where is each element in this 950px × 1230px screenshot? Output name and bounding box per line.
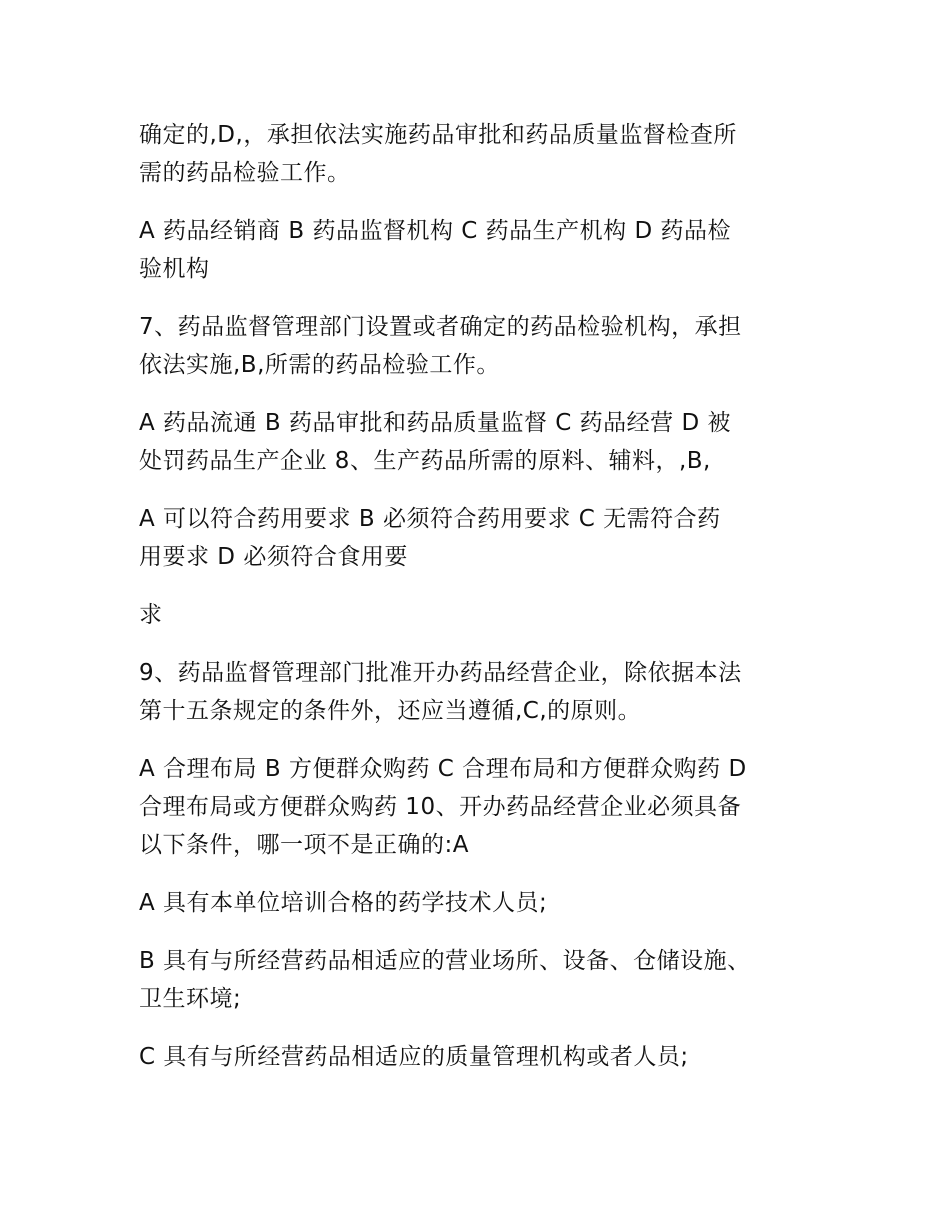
text-line: 以下条件，哪一项不是正确的:A <box>139 832 469 858</box>
paragraph-q9-stem <box>139 654 819 730</box>
paragraph-q10-option-c <box>139 1038 819 1076</box>
paragraph-q9-options-q10-stem <box>139 750 819 864</box>
paragraph-q6-options <box>139 212 819 288</box>
document-page <box>139 116 819 1096</box>
text-line: 7、药品监督管理部门设置或者确定的药品检验机构，承担 <box>139 314 742 340</box>
paragraph-q8-options-tail <box>139 596 819 634</box>
text-line: 处罚药品生产企业 8、生产药品所需的原料、辅料，,B, <box>139 448 711 474</box>
text-line: C 具有与所经营药品相适应的质量管理机构或者人员; <box>139 1044 689 1070</box>
text-line: 9、药品监督管理部门批准开办药品经营企业，除依据本法 <box>139 660 742 686</box>
text-line: 验机构 <box>139 256 210 282</box>
text-line: A 可以符合药用要求 B 必须符合药用要求 C 无需符合药 <box>139 506 721 532</box>
text-line: A 具有本单位培训合格的药学技术人员; <box>139 890 548 916</box>
paragraph-q7-stem <box>139 308 819 384</box>
text-line: 确定的,D,，承担依法实施药品审批和药品质量监督检查所 <box>139 122 737 148</box>
paragraph-q8-options <box>139 500 819 576</box>
text-line: A 药品经销商 B 药品监督机构 C 药品生产机构 D 药品检 <box>139 218 731 244</box>
text-line: 合理布局或方便群众购药 10、开办药品经营企业必须具备 <box>139 794 742 820</box>
text-line: A 合理布局 B 方便群众购药 C 合理布局和方便群众购药 D <box>139 756 747 782</box>
paragraph-q10-option-a <box>139 884 819 922</box>
text-line: A 药品流通 B 药品审批和药品质量监督 C 药品经营 D 被 <box>139 410 731 436</box>
paragraph-q7-options-q8-stem <box>139 404 819 480</box>
paragraph-q10-option-b <box>139 942 819 1018</box>
text-line: 第十五条规定的条件外，还应当遵循,C,的原则。 <box>139 698 642 724</box>
text-line: 卫生环境; <box>139 986 242 1012</box>
text-line: 依法实施,B,所需的药品检验工作。 <box>139 352 500 378</box>
text-line: 需的药品检验工作。 <box>139 160 351 186</box>
text-line: 用要求 D 必须符合食用要 <box>139 544 408 570</box>
paragraph-q6-stem <box>139 116 819 192</box>
text-line: 求 <box>139 602 163 628</box>
text-line: B 具有与所经营药品相适应的营业场所、设备、仓储设施、 <box>139 948 751 974</box>
